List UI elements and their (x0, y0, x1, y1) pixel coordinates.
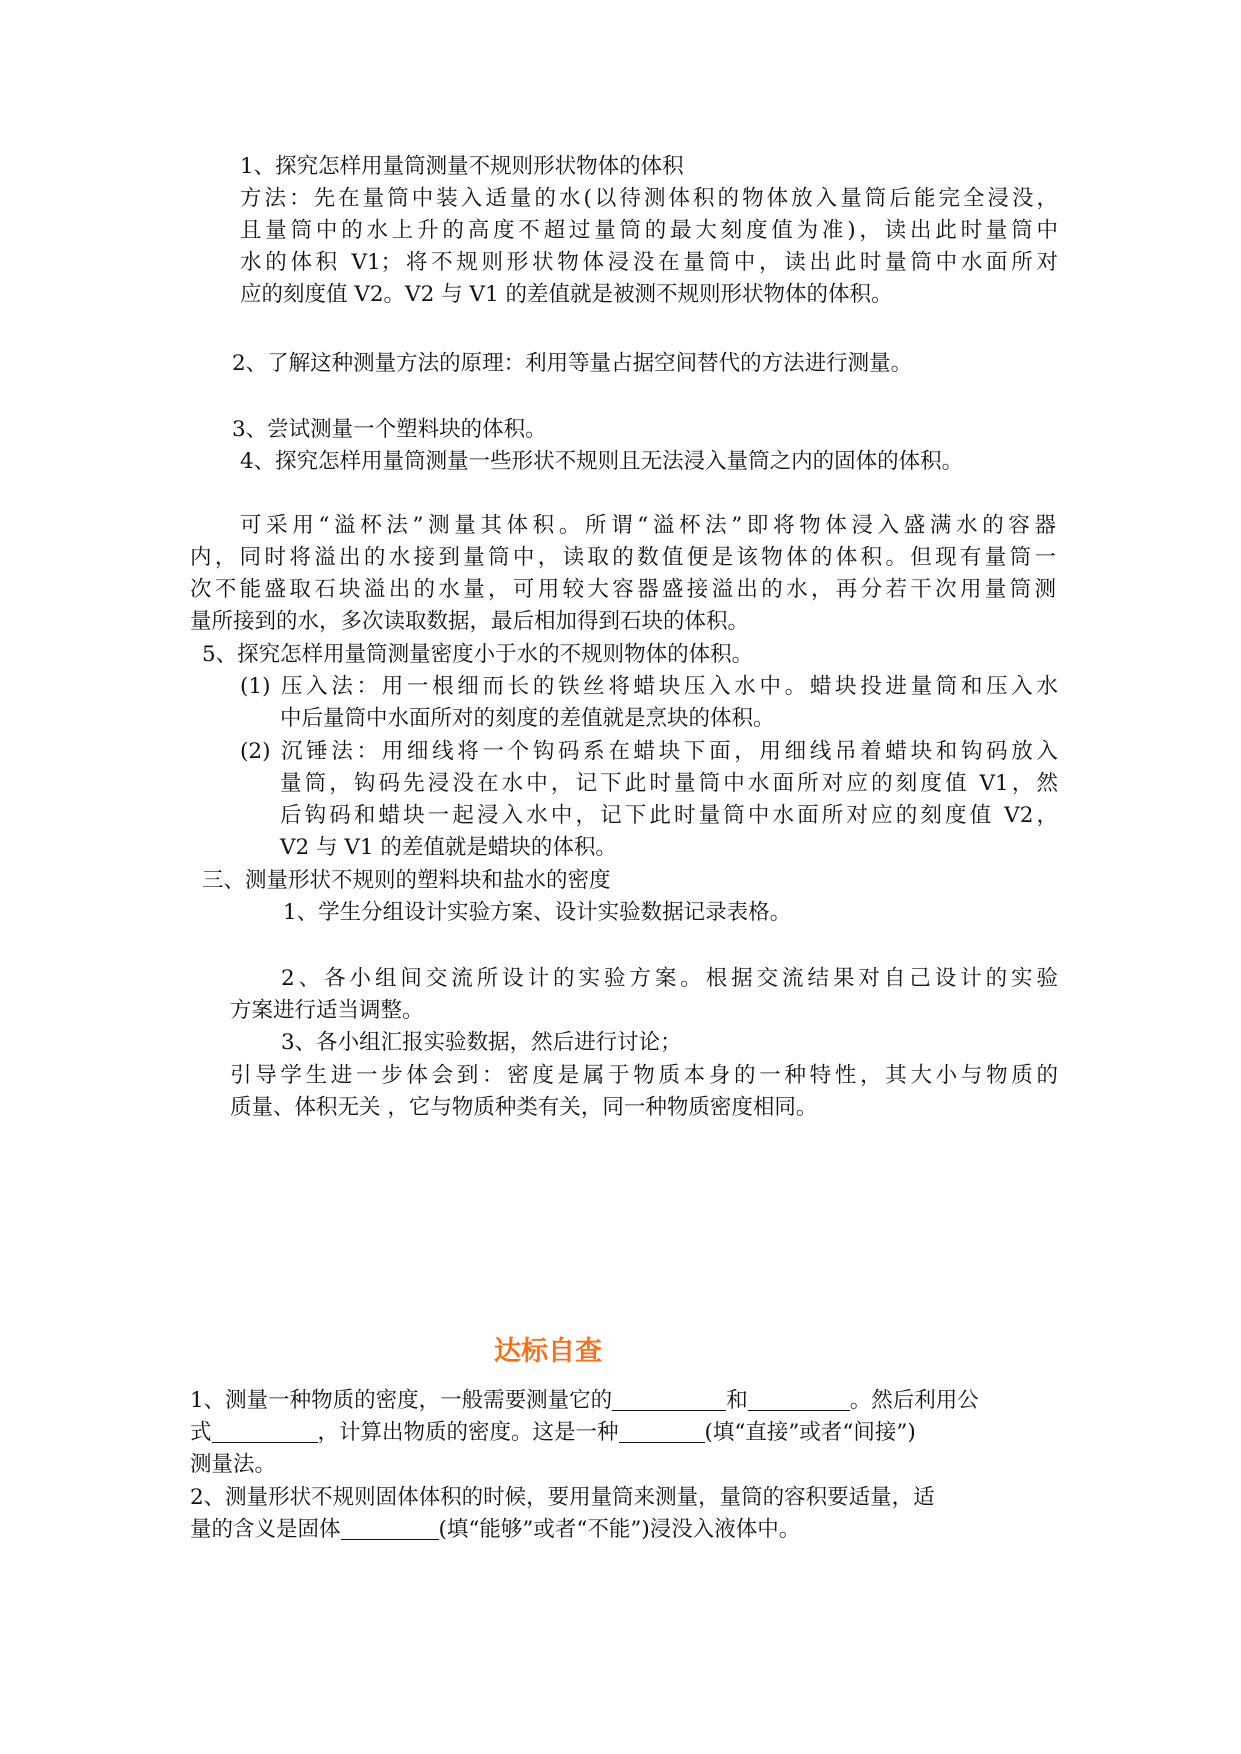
overflow-cup-line-1: 可采用“溢杯法”测量其体积。所谓“溢杯法”即将物体浸入盛满水的容器 (240, 513, 1056, 538)
section-3-item-3: 3、各小组汇报实验数据，然后进行讨论； (281, 1030, 682, 1055)
question-1-text-d: 式 (190, 1420, 212, 1445)
item-3-plastic-block: 3、尝试测量一个塑料块的体积。 (232, 417, 547, 442)
question-1-text-e: ，计算出物质的密度。这是一种 (317, 1420, 619, 1445)
blank-mass[interactable] (612, 1388, 726, 1411)
section-3-item-2-line-2: 方案进行适当调整。 (230, 998, 424, 1023)
question-1-line-3: 测量法。 (190, 1452, 277, 1477)
sinker-method-line-3: 后钩码和蜡块一起浸入水中，记下此时量筒中水面所对应的刻度值 V2， (280, 803, 1058, 828)
sinker-method-line-2: 量筒，钩码先浸没在水中，记下此时量筒中水面所对应的刻度值 V1，然 (280, 771, 1058, 796)
self-check-title: 达标自查 (494, 1336, 602, 1367)
item-1-method-line-1: 方法：先在量筒中装入适量的水(以待测体积的物体放入量筒后能完全浸没， (240, 186, 1058, 211)
item-1-method-line-4: 应的刻度值 V2。V2 与 V1 的差值就是被测不规则形状物体的体积。 (240, 282, 893, 307)
overflow-cup-line-4: 量所接到的水，多次读取数据，最后相加得到石块的体积。 (190, 609, 750, 634)
overflow-cup-line-2: 内，同时将溢出的水接到量筒中，读取的数值便是该物体的体积。但现有量筒一 (190, 545, 1056, 570)
question-1-text-a: 1、测量一种物质的密度，一般需要测量它的 (190, 1388, 613, 1413)
question-2-line-2 (190, 1515, 800, 1545)
item-2-principle: 2、了解这种测量方法的原理：利用等量占据空间替代的方法进行测量。 (232, 351, 913, 376)
item-5-title: 5、探究怎样用量筒测量密度小于水的不规则物体的体积。 (202, 642, 754, 667)
question-1-text-c: 。然后利用公 (849, 1388, 979, 1413)
item-4-title: 4、探究怎样用量筒测量一些形状不规则且无法浸入量筒之内的固体的体积。 (240, 449, 964, 474)
conclusion-line-2: 质量、体积无关 ，它与物质种类有关，同一种物质密度相同。 (230, 1095, 818, 1120)
blank-measure-type[interactable] (619, 1420, 705, 1443)
press-method-line-2: 中后量筒中水面所对的刻度的差值就是烹块的体积。 (280, 706, 775, 731)
section-3-item-1: 1、学生分组设计实验方案、设计实验数据记录表格。 (283, 900, 792, 925)
question-1-line-1 (190, 1386, 979, 1416)
question-2-text-c: (填“能够”或者“不能”)浸没入液体中。 (438, 1517, 801, 1542)
question-2-line-1: 2、测量形状不规则固体体积的时候，要用量筒来测量，量筒的容积要适量，适 (190, 1485, 935, 1510)
blank-immerse[interactable] (341, 1517, 439, 1540)
item-1-method-line-2: 且量筒中的水上升的高度不超过量筒的最大刻度值为准)，读出此时量筒中 (240, 218, 1058, 243)
question-1-text-f: (填“直接”或者“间接”) (704, 1420, 916, 1445)
section-3-title: 三、测量形状不规则的塑料块和盐水的密度 (202, 868, 611, 893)
blank-volume[interactable] (748, 1388, 850, 1411)
question-2-text-b: 量的含义是固体 (190, 1517, 341, 1542)
press-method-line-1: (1) 压入法：用一根细而长的铁丝将蜡块压入水中。蜡块投进量筒和压入水 (240, 674, 1058, 699)
conclusion-line-1: 引导学生进一步体会到：密度是属于物质本身的一种特性，其大小与物质的 (230, 1063, 1058, 1088)
sinker-method-line-4: V2 与 V1 的差值就是蜡块的体积。 (280, 835, 617, 860)
blank-formula[interactable] (212, 1420, 318, 1443)
section-3-item-2-line-1: 2、各小组间交流所设计的实验方案。根据交流结果对自己设计的实验 (281, 966, 1058, 991)
question-1-text-b: 和 (726, 1388, 748, 1413)
question-1-line-2 (190, 1418, 916, 1448)
sinker-method-line-1: (2) 沉锤法：用细线将一个钩码系在蜡块下面，用细线吊着蜡块和钩码放入 (240, 739, 1058, 764)
overflow-cup-line-3: 次不能盛取石块溢出的水量，可用较大容器盛接溢出的水，再分若干次用量筒测 (190, 577, 1056, 602)
item-1-method-line-3: 水的体积 V1；将不规则形状物体浸没在量筒中，读出此时量筒中水面所对 (240, 250, 1058, 275)
item-1-title: 1、探究怎样用量筒测量不规则形状物体的体积 (240, 154, 684, 179)
